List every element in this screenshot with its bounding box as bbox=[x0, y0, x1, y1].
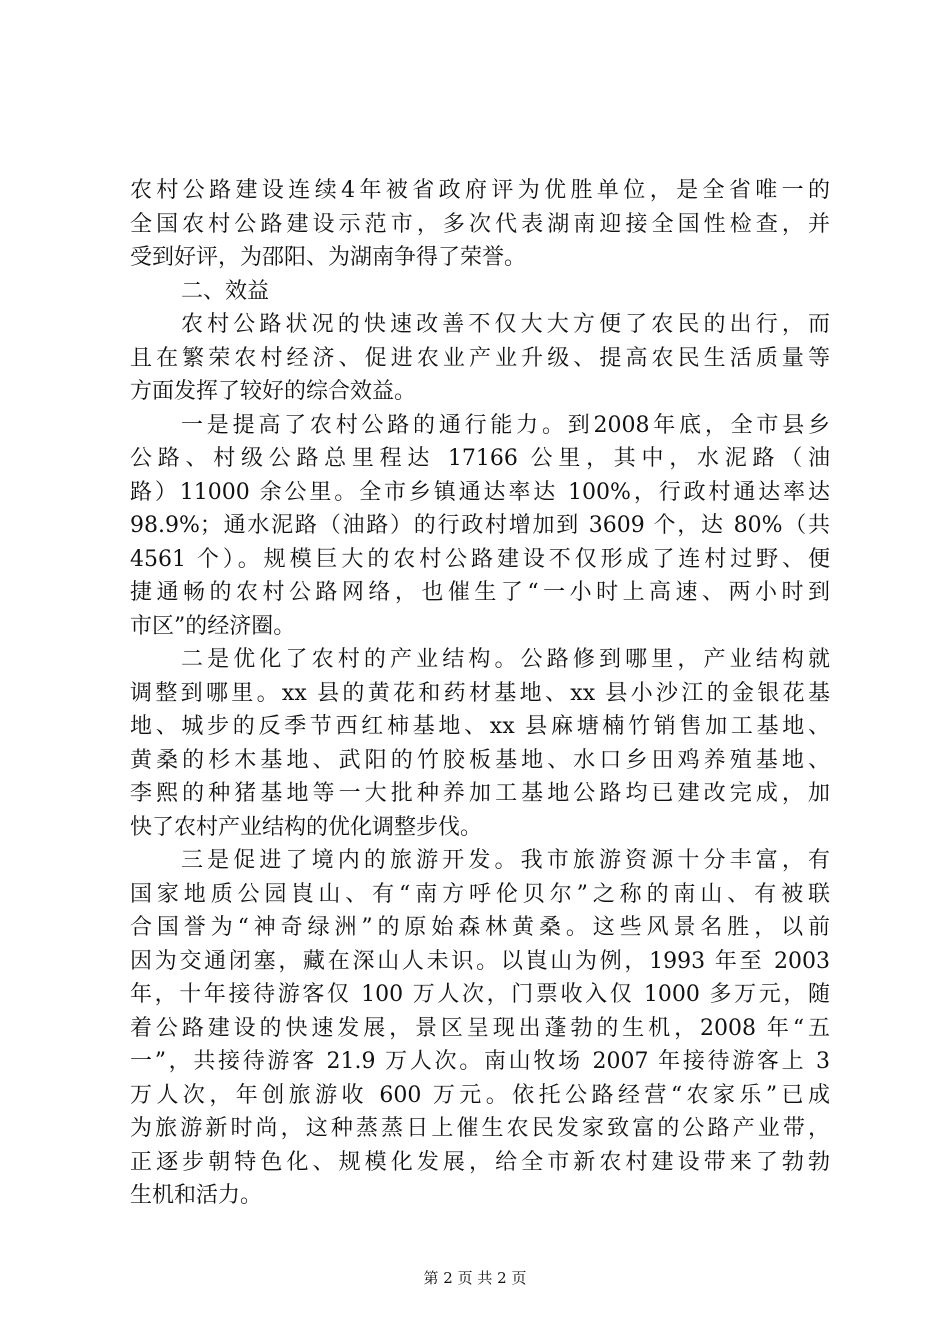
text-line: 为旅游新时尚，这种蒸蒸日上催生农民发家致富的公路产业带， bbox=[130, 1116, 830, 1141]
text-line: 且在繁荣农村经济、促进农业产业升级、提高农民生活质量等 bbox=[130, 345, 830, 371]
text-line: 年，十年接待游客仅 100 万人次，门票收入仅 1000 多万元，随 bbox=[130, 982, 830, 1007]
page-footer bbox=[0, 1268, 950, 1288]
text-line: 方面发挥了较好的综合效益。 bbox=[130, 379, 417, 404]
document-body bbox=[130, 174, 830, 1213]
text-line: 因为交通闭塞，藏在深山人未识。以崀山为例，1993 年至 2003 bbox=[130, 948, 830, 974]
text-line: 正逐步朝特色化、规模化发展，给全市新农村建设带来了勃勃 bbox=[130, 1149, 830, 1175]
text-line: 路）11000 余公里。全市乡镇通达率达 100%，行政村通达率达 bbox=[130, 479, 830, 505]
text-line: 一是提高了农村公路的通行能力。到2008年底，全市县乡 bbox=[181, 412, 830, 438]
text-line: 万人次，年创旅游收 600 万元。依托公路经营“农家乐”已成 bbox=[130, 1082, 830, 1108]
text-line: 生机和活力。 bbox=[130, 1183, 263, 1208]
text-line: 98.9%；通水泥路（油路）的行政村增加到 3609 个，达 80%（共 bbox=[130, 513, 830, 538]
text-line: 市区”的经济圈。 bbox=[130, 613, 296, 639]
text-line: 农村公路状况的快速改善不仅大大方便了农民的出行，而 bbox=[181, 312, 830, 337]
text-line: 合国誉为“神奇绿洲”的原始森林黄桑。这些风景名胜，以前 bbox=[130, 915, 830, 940]
section-heading: 二、效益 bbox=[181, 278, 270, 304]
text-line: 受到好评，为邵阳、为湖南争得了荣誉。 bbox=[130, 245, 527, 270]
text-line: 一”，共接待游客 21.9 万人次。南山牧场 2007 年接待游客上 3 bbox=[130, 1049, 830, 1074]
page-number-label: 第 2 页 共 2 页 bbox=[423, 1269, 527, 1287]
text-line: 黄桑的杉木基地、武阳的竹胶板基地、水口乡田鸡养殖基地、 bbox=[130, 747, 830, 773]
text-line: 着公路建设的快速发展，景区呈现出蓬勃的生机，2008 年“五 bbox=[130, 1015, 830, 1041]
text-line: 捷通畅的农村公路网络，也催生了“一小时上高速、两小时到 bbox=[130, 580, 830, 605]
text-line: 李熙的种猪基地等一大批种养加工基地公路均已建改完成，加 bbox=[130, 781, 830, 806]
text-line: 全国农村公路建设示范市，多次代表湖南迎接全国性检查，并 bbox=[130, 211, 830, 237]
text-line: 快了农村产业结构的优化调整步伐。 bbox=[130, 814, 483, 840]
text-line: 三是促进了境内的旅游开发。我市旅游资源十分丰富，有 bbox=[181, 848, 830, 873]
text-line: 国家地质公园崀山、有“南方呼伦贝尔”之称的南山、有被联 bbox=[130, 881, 830, 907]
text-line: 二是优化了农村的产业结构。公路修到哪里，产业结构就 bbox=[181, 647, 830, 672]
text-line: 地、城步的反季节西红柿基地、xx 县麻塘楠竹销售加工基地、 bbox=[130, 714, 830, 739]
text-line: 4561 个）。规模巨大的农村公路建设不仅形成了连村过野、便 bbox=[130, 546, 830, 572]
text-line: 农村公路建设连续4年被省政府评为优胜单位，是全省唯一的 bbox=[130, 178, 830, 203]
text-line: 公路、村级公路总里程达 17166 公里，其中，水泥路（油 bbox=[130, 446, 830, 471]
text-line: 调整到哪里。xx 县的黄花和药材基地、xx 县小沙江的金银花基 bbox=[130, 680, 830, 706]
